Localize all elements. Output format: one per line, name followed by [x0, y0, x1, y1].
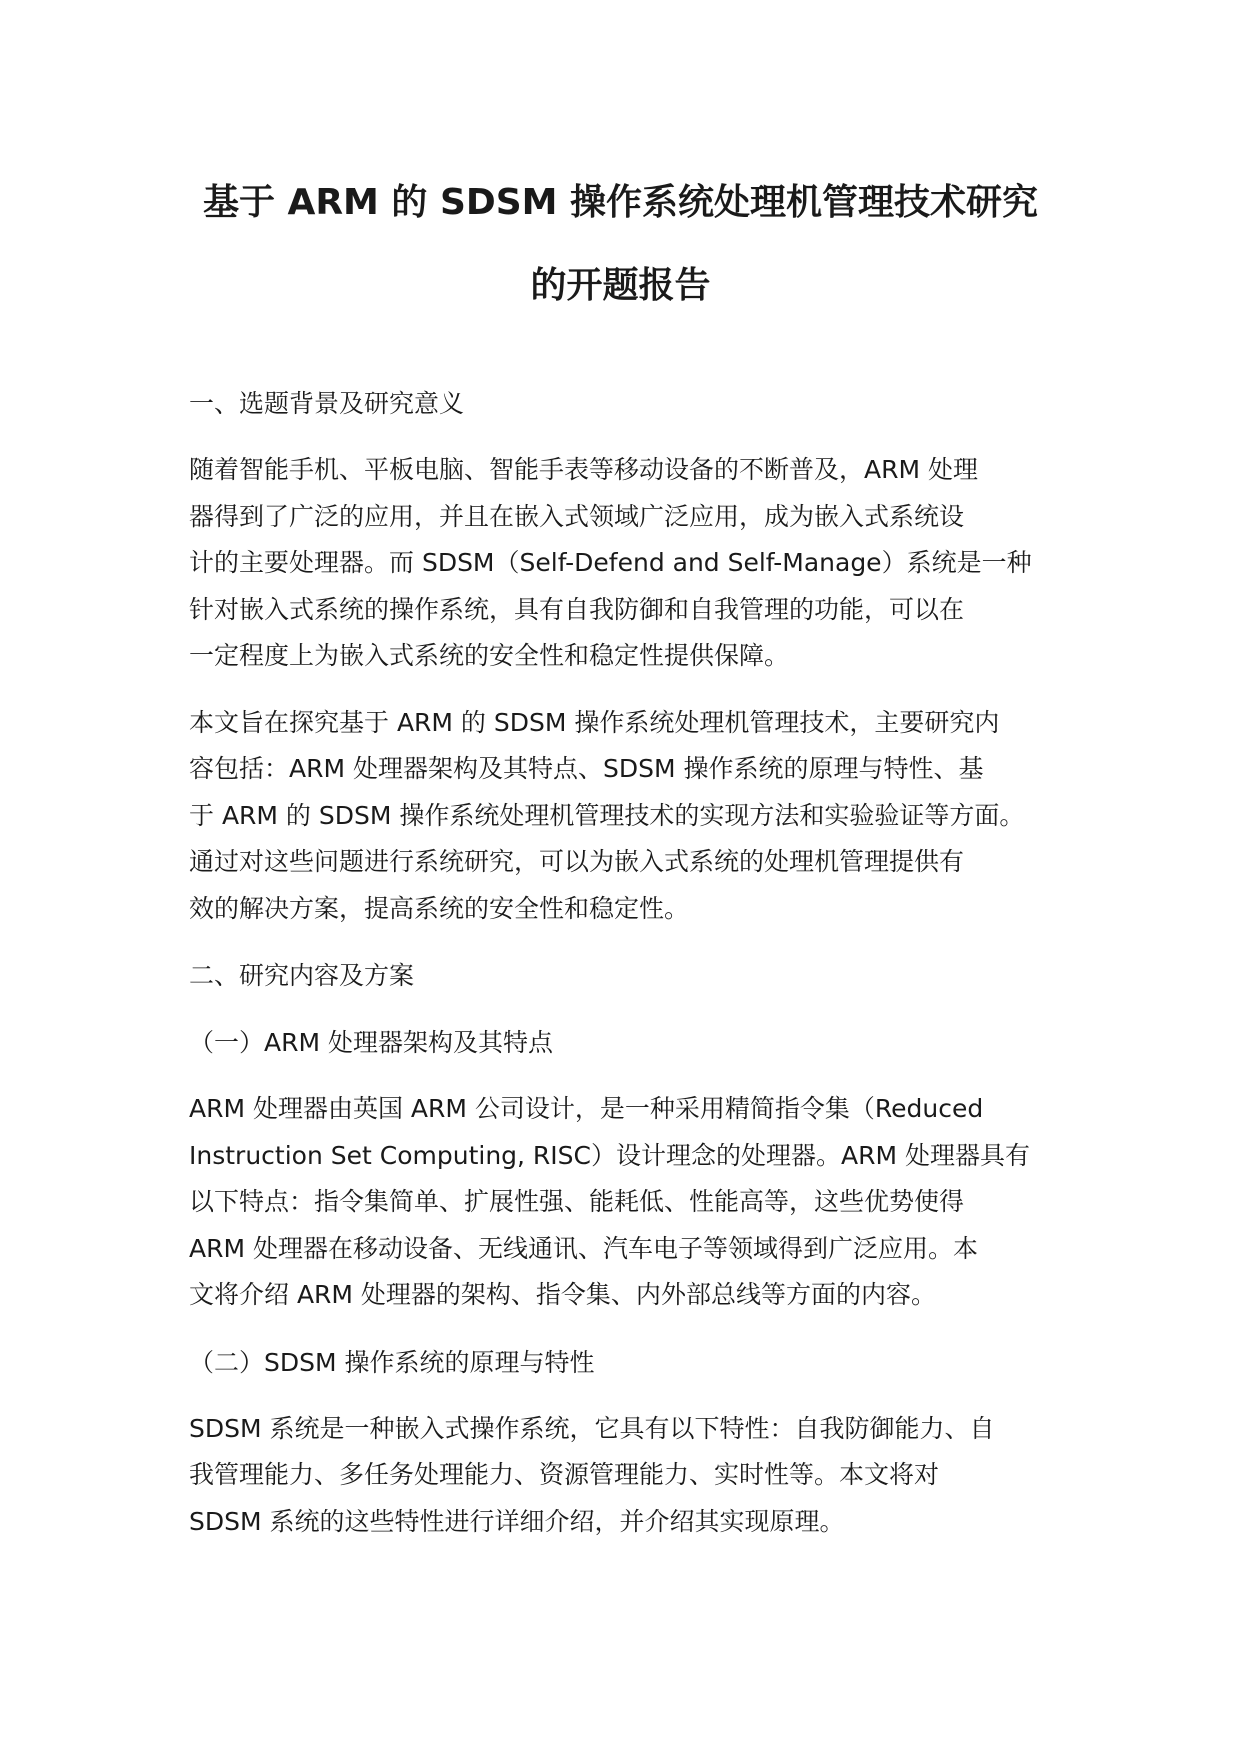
paragraph-line: 本文旨在探究基于 ARM 的 SDSM 操作系统处理机管理技术，主要研究内	[189, 707, 1000, 737]
document-title-line-2: 的开题报告	[530, 265, 711, 306]
document-body	[189, 380, 1089, 1565]
section-1-heading: 一、选题背景及研究意义	[189, 389, 465, 418]
section-2-heading: 二、研究内容及方案	[189, 961, 415, 990]
paragraph-line: 于 ARM 的 SDSM 操作系统处理机管理技术的实现方法和实验验证等方面。	[189, 800, 1025, 830]
paragraph-line: 一定程度上为嵌入式系统的安全性和稳定性提供保障。	[189, 641, 790, 670]
paragraph-line: 针对嵌入式系统的操作系统，具有自我防御和自我管理的功能，可以在	[189, 594, 965, 624]
arm-paragraph	[189, 1086, 1089, 1319]
paragraph-line: 器得到了广泛的应用，并且在嵌入式领域广泛应用，成为嵌入式系统设	[189, 501, 965, 531]
paragraph-line: 我管理能力、多任务处理能力、资源管理能力、实时性等。本文将对	[189, 1460, 940, 1489]
paragraph-line: 以下特点：指令集简单、扩展性强、能耗低、性能高等，这些优势使得	[189, 1187, 965, 1216]
paragraph-line: SDSM 系统的这些特性进行详细介绍，并介绍其实现原理。	[189, 1506, 845, 1536]
subsection-2-heading: （二）SDSM 操作系统的原理与特性	[189, 1347, 595, 1377]
paragraph-line: 文将介绍 ARM 处理器的架构、指令集、内外部总线等方面的内容。	[189, 1280, 936, 1309]
background-paragraph	[189, 447, 1089, 680]
document-title-line-1: 基于 ARM 的 SDSM 操作系统处理机管理技术研究	[202, 182, 1039, 223]
paragraph-line: 效的解决方案，提高系统的安全性和稳定性。	[189, 893, 690, 923]
paragraph-line: 容包括：ARM 处理器架构及其特点、SDSM 操作系统的原理与特性、基	[189, 754, 984, 783]
paragraph-line: 随着智能手机、平板电脑、智能手表等移动设备的不断普及，ARM 处理	[189, 455, 978, 484]
paragraph-line: 计的主要处理器。而 SDSM（Self-Defend and Self-Manage）系统是一种	[189, 548, 1032, 577]
subsection-1-heading: （一）ARM 处理器架构及其特点	[189, 1028, 553, 1057]
paragraph-line: Instruction Set Computing, RISC）设计理念的处理器。ARM 处理器具有	[189, 1140, 1030, 1170]
sdsm-paragraph	[189, 1406, 1089, 1546]
paragraph-line: SDSM 系统是一种嵌入式操作系统，它具有以下特性：自我防御能力、自	[189, 1413, 995, 1443]
paragraph-line: 通过对这些问题进行系统研究，可以为嵌入式系统的处理机管理提供有	[189, 847, 965, 876]
purpose-paragraph	[189, 700, 1089, 933]
paragraph-line: ARM 处理器在移动设备、无线通讯、汽车电子等领域得到广泛应用。本	[189, 1233, 978, 1263]
paragraph-line: ARM 处理器由英国 ARM 公司设计，是一种采用精简指令集（Reduced	[189, 1094, 984, 1123]
